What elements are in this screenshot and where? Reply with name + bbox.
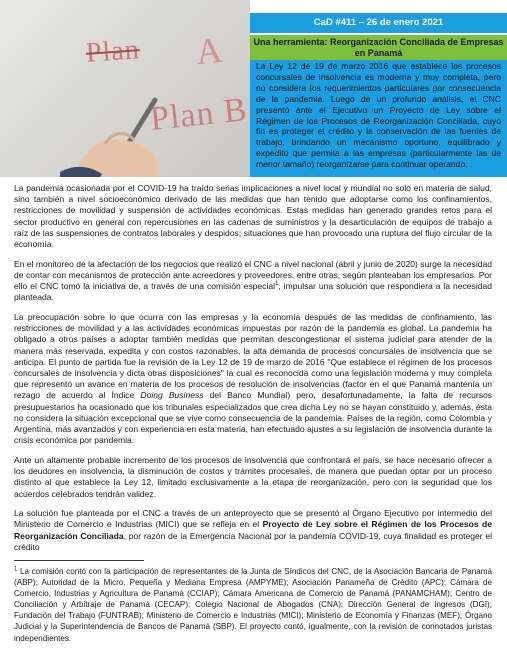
footnote-divider <box>14 560 144 561</box>
footnote-ref[interactable]: 1 <box>275 281 279 288</box>
footnote <box>14 566 492 644</box>
paragraph-5: La solución fue planteada por el CNC a través de un anteproyecto que se presentó al Órgano Ejecutivo por intermedio del Ministerio de Comercio e Industrias (MICI) que se refleja en el Proyecto de Ley sobre el Régimen de los Procesos de Reorganización Conciliada, por razón de la Emergencia Nacional por la pandemia COVID-19, cuya finalidad es proteger el crédito <box>14 508 492 552</box>
hand-with-pen-icon <box>60 82 180 177</box>
doing-business-italic: Doing Business <box>140 390 204 401</box>
paragraph-1: La pandemia ocasionada por el COVID-19 ha traído serias implicaciones a nivel local y mundial no solo en materia de salud, sino también a nivel socioeconómico derivado de las medidas que han tenido que adoptarse como los confinamientos, restricciones de movilidad y suspensión de actividades económicas. Estas medidas han generado grandes retos para el sector productivo en general con repercusiones en las cadenas de suministros y la desarticulación de equipos de trabajo a raíz de las suspensiones de contratos laborales y despidos; situaciones que han provocado una ruptura del flujo circular de la economía. <box>14 183 492 250</box>
footnote-marker: 1 <box>14 566 18 573</box>
paragraph-4: Ante un altamente probable incremento de los procesos de insolvencia que confrontará el país, se hace necesario ofrecer a los deudores en insolvencia, la disminución de costos y trámites procesales, de manera que puedan optar por un proceso distinto al que establece la Ley 12, limitado exclusivamente a la etapa de reorganización, pero con la seguridad que los acuerdos celebrados tendrán validez. <box>14 454 492 499</box>
article-summary: La Ley 12 de 19 de marzo 2016 que establece los procesos concursales de insolvencia es moderna y muy completa, pero no considera los requerimientos particulares por consecuencia de la pandemia. Luego de un profundo análisis, el CNC presentó ante el Ejecutivo un Proyecto de Ley sobre el Régimen de los Procesos de Reorganización Conciliada, cuyo fin es proteger el crédito y la conservación de las fuentes de trabajo, brindando un mecanismo oportuno, equilibrado y expedito que permita a las empresas (particularmente las de menor tamaño) reorganizarse para continuar operando. <box>250 60 507 177</box>
plan-b-photo <box>0 0 250 177</box>
article-body <box>14 183 492 562</box>
header-banner <box>0 0 507 177</box>
paragraph-2: En el monitoreo de la afectación de los negocios que realizó el CNC a nivel nacional (abril y junio de 2020) surge la necesidad de contar con mecanismos de protección ante acreedores y proveedores, entre otras, según planteaban los empresarios. Por ello el CNC tomó la iniciativa de, a través de una comisión especial$^1$, impulsar una solución que respondiera a la necesidad planteada. <box>14 258 492 303</box>
plan-a-crossed-text: Plan <box>84 34 141 69</box>
issue-header: CaD #411 – 26 de enero 2021 <box>250 13 507 33</box>
footnote-text: La comisión contó con la participación de representantes de la Junta de Síndicos del CNC, de la Asociación Bancaria de Panamá (ABP); Autoridad de la Micro, Pequeña y Mediana Empresa (AMPYME); Asociación Panameña de Crédito (APC); Cámara de Comercio, Industrias y Agricultura de Panamá (CCIAP); Cámara Americana de Comercio de Panamá (PANAMCHAM); Centro de Conciliación y Arbitraje de Panamá (CECAP); Colegio Nacional de Abogados (CNA); Dirección General de Ingresos (DGI); Fundación del Trabajo (FUNTRAB); Ministerio de Comercio e Industrias (MICI); Ministerio de Economía y Finanzas (MEF); Órgano Judicial y la Superintendencia de Bancos de Panamá (SBP). El proyecto contó, igualmente, con la revisión de connotados juristas independientes. <box>14 567 492 643</box>
plan-a-letter: A <box>193 29 225 73</box>
bill-title-bold: Proyecto de Ley sobre el Régimen de los Procesos de Reorganización Conciliada <box>14 519 492 541</box>
plan-b-text: Plan B <box>148 91 250 139</box>
paragraph-3: La preocupación sobre lo que ocurra con las empresas y la economía después de las medidas de confinamiento, las restricciones de movilidad y a las actividades económicas impuestas por razón de la pandemia es global. La pandemia ha obligado a otros países a adoptar también medidas que permitan descongestionar el sistema judicial para atender de la manera más reservada, expedita y con costos razonables, la alta demanda de procesos concursales de insolvencia que se anticipa. El punto de partida fue la revisión de la Ley 12 de 19 de marzo de 2016 "Que establece el régimen de los procesos concursales de insolvencia y dicta otras disposiciones" la cual es reconocida como una legislación moderna y muy completa que representó un avance en materia de los procesos de resolución de insolvencias (factor en el que Panamá mantenía un rezago de acuerdo al Índice Doing Business del Banco Mundial) pero, desafortunadamente, la falta de recursos presupuestarios ha ocasionado que los tribunales especializados que crea dicha Ley no se hayan constituido y, además, ésta no considera la situación excepcional que se vive como consecuencia de la pandemia. Países de la región, como Colombia y Argentina, más avanzados y con experiencia en esta materia, han efectuado ajustes a su legislación de insolvencia durante la crisis económica por pandemia. <box>14 312 492 446</box>
article-title: Una herramienta: Reorganización Conciliada de Empresas en Panamá <box>250 35 507 60</box>
